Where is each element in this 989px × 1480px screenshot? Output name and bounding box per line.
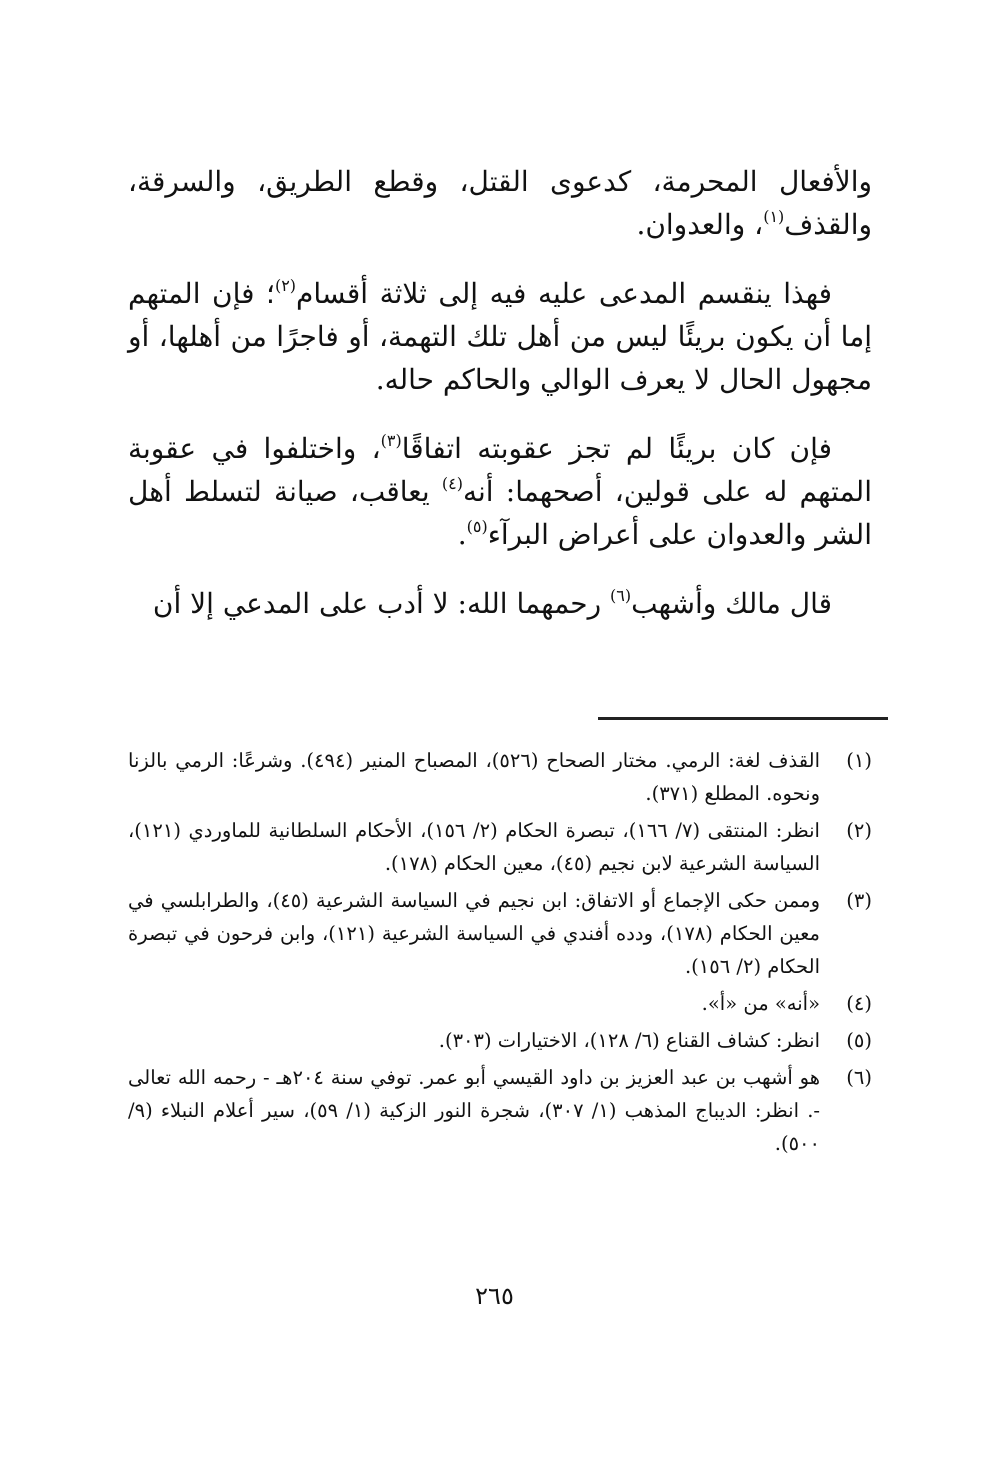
- paragraph-text: يعاقب، صيانة لتسلط أهل الشر والعدوان على أعراض البرآء: [128, 475, 872, 551]
- footnote: [128, 814, 872, 880]
- footnote-number: (٥): [846, 1029, 872, 1052]
- footnote-number: (٣): [846, 889, 872, 912]
- footnote-text: وممن حكى الإجماع أو الاتفاق: ابن نجيم في السياسة الشرعية (٤٥)، والطرابلسي في معين الحكام (١٧٨)، ودده أفندي في السياسة الشرعية (١٢١)، وابن فرحون في تبصرة الحكام (٢/ ١٥٦).: [128, 889, 820, 978]
- paragraph-text: فإن كان بريئًا لم تجز عقوبته اتفاقًا: [401, 432, 832, 465]
- paragraph-text: ، واختلفوا في عقوبة المتهم له على قولين، أصحهما: أنه: [128, 432, 872, 508]
- footnote: [128, 987, 872, 1020]
- main-text: [128, 160, 872, 651]
- paragraph-text: .: [457, 518, 467, 551]
- footnote-marker: (٥): [466, 517, 488, 536]
- footnote-marker: (٣): [380, 431, 402, 450]
- footnote: [128, 884, 872, 983]
- footnote: [128, 744, 872, 810]
- footnote: [128, 1061, 872, 1160]
- footnote-number: (٤): [846, 992, 872, 1015]
- footnote-separator: [598, 717, 888, 720]
- footnote-number: (١): [846, 749, 872, 772]
- paragraph-text: رحمهما الله: لا أدب على المدعي إلا أن: [152, 587, 611, 620]
- paragraph-text: والأفعال المحرمة، كدعوى القتل، وقطع الطريق، والسرقة، والقذف: [128, 165, 872, 241]
- footnote-text: انظر: كشاف القناع (٦/ ١٢٨)، الاختيارات (٣٠٣).: [438, 1029, 820, 1052]
- footnote-marker: (٦): [610, 586, 632, 605]
- page-number: ٢٦٥: [475, 1282, 514, 1310]
- footnote-text: هو أشهب بن عبد العزيز بن داود القيسي أبو عمر. توفي سنة ٢٠٤هـ - رحمه الله تعالى -. انظر: الديباج المذهب (١/ ٣٠٧)، شجرة النور الزكية (١/ ٥٩)، سير أعلام النبلاء (٩/ ٥٠٠).: [128, 1066, 821, 1155]
- paragraph-text: قال مالك وأشهب: [631, 587, 832, 620]
- footnote-marker: (٢): [274, 276, 297, 295]
- footnote-number: (٦): [846, 1066, 872, 1089]
- footnote: [128, 1024, 872, 1057]
- footnotes: [128, 744, 872, 1164]
- paragraph: [128, 582, 872, 625]
- footnote-text: القذف لغة: الرمي. مختار الصحاح (٥٢٦)، المصباح المنير (٤٩٤). وشرعًا: الرمي بالزنا ونحوه. المطلع (٣٧١).: [128, 749, 820, 805]
- footnote-text: «أنه» من «أ».: [701, 992, 820, 1015]
- footnote-marker: (٤): [441, 474, 463, 493]
- paragraph-text: ؛ فإن المتهم إما أن يكون بريئًا ليس من أهل تلك التهمة، أو فاجرًا من أهلها، أو مجهول الحال لا يعرف الوالي والحاكم حاله.: [128, 277, 872, 396]
- paragraph: [128, 160, 872, 246]
- footnote-number: (٢): [846, 819, 872, 842]
- paragraph-text: فهذا ينقسم المدعى عليه فيه إلى ثلاثة أقسام: [296, 277, 833, 310]
- paragraph-text: ، والعدوان.: [636, 208, 764, 241]
- footnote-text: انظر: المنتقى (٧/ ١٦٦)، تبصرة الحكام (٢/ ١٥٦)، الأحكام السلطانية للماوردي (١٢١)، السياسة الشرعية لابن نجيم (٤٥)، معين الحكام (١٧٨).: [128, 819, 820, 875]
- paragraph: [128, 272, 872, 401]
- footnote-marker: (١): [763, 207, 785, 226]
- paragraph: [128, 427, 872, 556]
